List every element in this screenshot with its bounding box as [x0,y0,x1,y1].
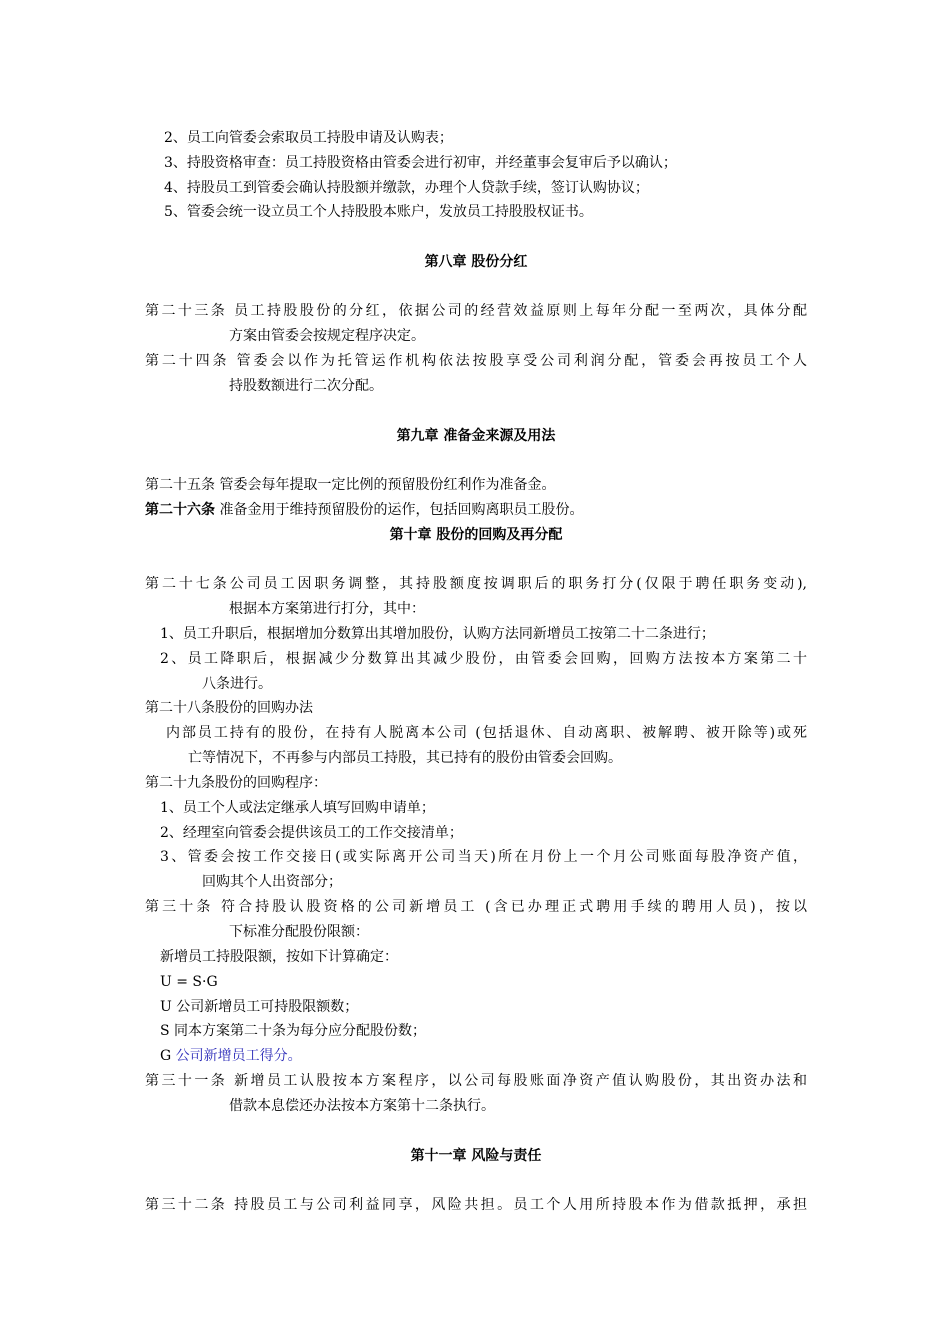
article-27-item-1: 1、员工升职后，根据增加分数算出其增加股份，认购方法同新增员工按第二十二条进行； [160,626,715,642]
article-29-item-3-line-2: 回购其个人出资部分； [202,874,342,890]
article-29-title: 第二十九条股份的回购程序： [145,775,327,791]
article-24-line-2: 持股数额进行二次分配。 [229,378,383,394]
definition-g-text: 公司新增员工得分。 [175,1048,302,1064]
article-29-item-2: 2、经理室向管委会提供该员工的工作交接清单； [160,825,463,841]
step-5: 5、管委会统一设立员工个人持股股本账户，发放员工持股股权证书。 [164,204,593,220]
article-27-item-2-line-2: 八条进行。 [202,676,272,692]
step-2: 2、员工向管委会索取员工持股申请及认购表； [164,130,453,146]
article-28-line-2: 亡等情况下，不再参与内部员工持股，其已持有的股份由管委会回购。 [188,750,622,766]
article-27-line-2: 根据本方案第进行打分，其中： [229,601,425,617]
article-29-item-1: 1、员工个人或法定继承人填写回购申请单； [160,800,435,816]
article-28-title: 第二十八条股份的回购办法 [145,700,313,716]
article-24-line-1: 第二十四条 管委会以作为托管运作机构依法按股享受公司利润分配，管委会再按员工个人 [145,353,807,369]
chapter-9-title: 第九章 准备金来源及用法 [396,428,556,444]
article-27-line-1: 第二十七条公司员工因职务调整，其持股额度按调职后的职务打分(仅限于聘任职务变动), [145,576,807,592]
chapter-10-title: 第十章 股份的回购及再分配 [389,527,563,543]
chapter-11-title: 第十一章 风险与责任 [410,1148,542,1164]
article-31-line-1: 第三十一条 新增员工认股按本方案程序，以公司每股账面净资产值认购股份，其出资办法和 [145,1073,807,1089]
step-4: 4、持股员工到管委会确认持股额并缴款，办理个人贷款手续，签订认购协议； [164,180,649,196]
article-31-line-2: 借款本息偿还办法按本方案第十二条执行。 [229,1098,495,1114]
definition-g [160,1046,302,1066]
definition-u: U 公司新增员工可持股限额数； [160,999,359,1015]
article-32-line-1: 第三十二条 持股员工与公司利益同享，风险共担。员工个人用所持股本作为借款抵押，承担 [145,1197,807,1213]
article-30-line-1: 第三十条 符合持股认股资格的公司新增员工 (含已办理正式聘用手续的聘用人员)，按以 [145,899,807,915]
formula: U = S·G [160,974,218,990]
article-23-line-1: 第二十三条 员工持股股份的分红，依据公司的经营效益原则上每年分配一至两次，具体分配 [145,303,807,319]
article-26-label: 第二十六条 [145,502,215,518]
article-30-calc: 新增员工持股限额，按如下计算确定： [160,949,398,965]
definition-s: S 同本方案第二十条为每分应分配股份数； [160,1023,427,1039]
article-25: 第二十五条 管委会每年提取一定比例的预留股份红利作为准备金。 [145,477,556,493]
chapter-8-title: 第八章 股份分红 [424,254,528,270]
step-3: 3、持股资格审查：员工持股资格由管委会进行初审，并经董事会复审后予以确认； [164,155,677,171]
article-29-item-3-line-1: 3、管委会按工作交接日(或实际离开公司当天)所在月份上一个月公司账面每股净资产值， [160,849,807,865]
definition-g-symbol: G [160,1048,176,1064]
article-23-line-2: 方案由管委会按规定程序决定。 [229,328,425,344]
article-26-text: 准备金用于维持预留股份的运作，包括回购离职员工股份。 [215,502,584,518]
article-26 [145,500,583,520]
article-27-item-2-line-1: 2、员工降职后，根据减少分数算出其减少股份，由管委会回购，回购方法按本方案第二十 [160,651,807,667]
article-28-line-1: 内部员工持有的股份，在持有人脱离本公司 (包括退休、自动离职、被解聘、被开除等)或死 [166,725,807,741]
article-30-line-2: 下标准分配股份限额： [229,924,369,940]
